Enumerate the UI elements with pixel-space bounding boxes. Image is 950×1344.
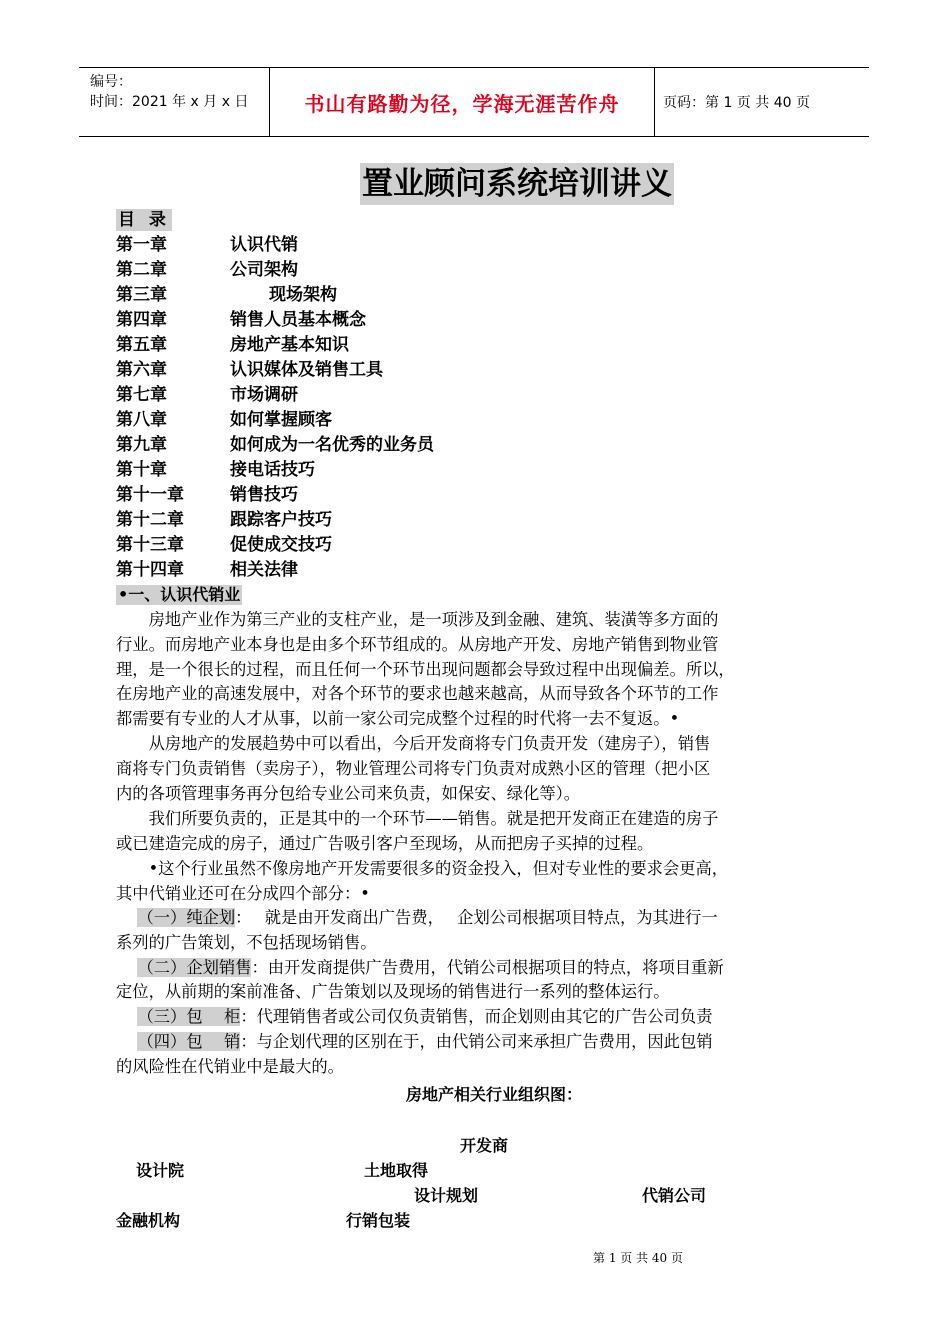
time-label: 时间：2021 年 x 月 x 日 [90,94,249,110]
toc-chapter: 第十三章 [116,535,184,555]
toc-name: 接电话技巧 [230,460,315,480]
number-label: 编号： [90,74,132,90]
org-node-developer: 开发商 [460,1136,509,1155]
toc-name: 相关法律 [230,560,298,580]
toc-chapter: 第八章 [116,410,167,430]
toc-chapter: 第十二章 [116,510,184,530]
toc-heading: 目 录 [118,210,170,230]
toc-name: 促使成交技巧 [230,535,332,555]
header-page-cell [653,68,869,136]
text-line: 或已建造完成的房子，通过广告吸引客户至现场，从而把房子买掉的过程。 [116,833,654,853]
type-label: （四）包 销 [137,1031,241,1051]
toc-name: 销售人员基本概念 [230,310,366,330]
org-node-finance: 金融机构 [116,1211,181,1230]
type-label: （三）包 柜 [137,1007,241,1027]
text-line: 内的各项管理事务再分包给专业公司来负责，如保安、绿化等）。 [116,783,581,803]
toc-name: 如何成为一名优秀的业务员 [230,435,434,455]
toc-chapter: 第十一章 [116,485,184,505]
type-line [116,1030,832,1055]
type-text: ： 就是由开发商出广告费， 企划公司根据项目特点，为其进行一 [235,908,718,927]
toc-name: 公司架构 [230,260,298,280]
text-line: 理，是一个很长的过程，而且任何一个环节出现问题都会导致过程中出现偏差。所以， [116,659,735,679]
toc-name: 房地产基本知识 [230,335,349,355]
paragraph-2 [116,732,832,806]
type-cont: 的风险性在代销业中是最大的。 [116,1056,344,1076]
toc-name: 跟踪客户技巧 [230,510,332,530]
type-text: ：由开发商提供广告费用，代销公司根据项目的特点，将项目重新 [251,957,724,977]
toc-chapter: 第十章 [116,460,167,480]
toc-name: 认识媒体及销售工具 [230,360,383,380]
org-node-agency: 代销公司 [642,1186,707,1205]
toc-name: 如何掌握顾客 [230,410,332,430]
toc-name: 销售技巧 [230,485,298,505]
org-node-design-planning: 设计规划 [414,1186,479,1205]
type-line [116,1005,832,1030]
toc-chapter: 第十四章 [116,560,184,580]
toc-name: 市场调研 [230,385,298,405]
paragraph-4 [116,857,832,907]
org-node-land-acquisition: 土地取得 [364,1161,429,1180]
page-info: 页码：第 1 页 共 40 页 [663,95,810,111]
toc-chapter: 第九章 [116,435,167,455]
agency-types [116,906,832,1080]
toc-name: 现场架构 [269,285,337,305]
org-chart-title: 房地产相关行业组织图： [406,1085,583,1104]
paragraph-1 [116,608,832,732]
text-line: 从房地产的发展趋势中可以看出，今后开发商将专门负责开发（建房子），销售 [116,734,711,753]
toc-chapter: 第四章 [116,310,167,330]
text-line: 都需要有专业的人才从事，以前一家公司完成整个过程的时代将一去不复返。• [116,709,680,729]
type-label: （二）企划销售 [137,957,252,977]
toc-name: 认识代销 [230,235,298,255]
page-footer: 第 1 页 共 40 页 [593,1251,683,1265]
header-motto-cell [269,68,655,136]
toc-chapter: 第二章 [116,260,167,280]
org-node-design-institute: 设计院 [136,1161,185,1180]
org-node-marketing: 行销包装 [346,1211,411,1230]
text-line: 行业。而房地产业本身也是由多个环节组成的。从房地产开发、房地产销售到物业管 [116,634,719,654]
toc-chapter: 第五章 [116,335,167,355]
section-heading: •一、认识代销业 [118,585,241,604]
type-cont: 定位，从前期的案前准备、广告策划以及现场的销售进行一系列的整体运行。 [116,982,670,1002]
header-left-cell [79,68,269,136]
type-label: （一）纯企划 [137,908,236,927]
paragraph-3 [116,807,832,857]
toc-chapter: 第七章 [116,385,167,405]
type-text: ：与企划代理的区别在于，由代销公司来承担广告费用，因此包销 [240,1031,713,1051]
document-title: 置业顾问系统培训讲义 [360,163,674,205]
text-line: 其中代销业还可在分成四个部分：• [116,883,370,903]
toc-chapter: 第一章 [116,235,167,255]
toc-chapter: 第六章 [116,360,167,380]
toc-chapter: 第三章 [116,285,167,305]
page-header [79,67,869,137]
text-line: 在房地产业的高速发展中，对各个环节的要求也越来越高，从而导致各个环节的工作 [116,684,719,704]
type-line [116,906,832,931]
type-line [116,956,832,981]
text-line: 房地产业作为第三产业的支柱产业，是一项涉及到金融、建筑、装潢等多方面的 [116,610,719,629]
text-line: 商将专门负责销售（卖房子），物业管理公司将专门负责对成熟小区的管理（把小区 [116,758,711,778]
type-text: ：代理销售者或公司仅负责销售，而企划则由其它的广告公司负责 [240,1007,713,1027]
type-cont: 系列的广告策划，不包括现场销售。 [116,932,377,952]
motto: 书山有路勤为径，学海无涯苦作舟 [304,91,620,116]
text-line: •这个行业虽然不像房地产开发需要很多的资金投入，但对专业性的要求会更高， [116,859,729,878]
text-line: 我们所要负责的，正是其中的一个环节——销售。就是把开发商正在建造的房子 [116,809,719,828]
